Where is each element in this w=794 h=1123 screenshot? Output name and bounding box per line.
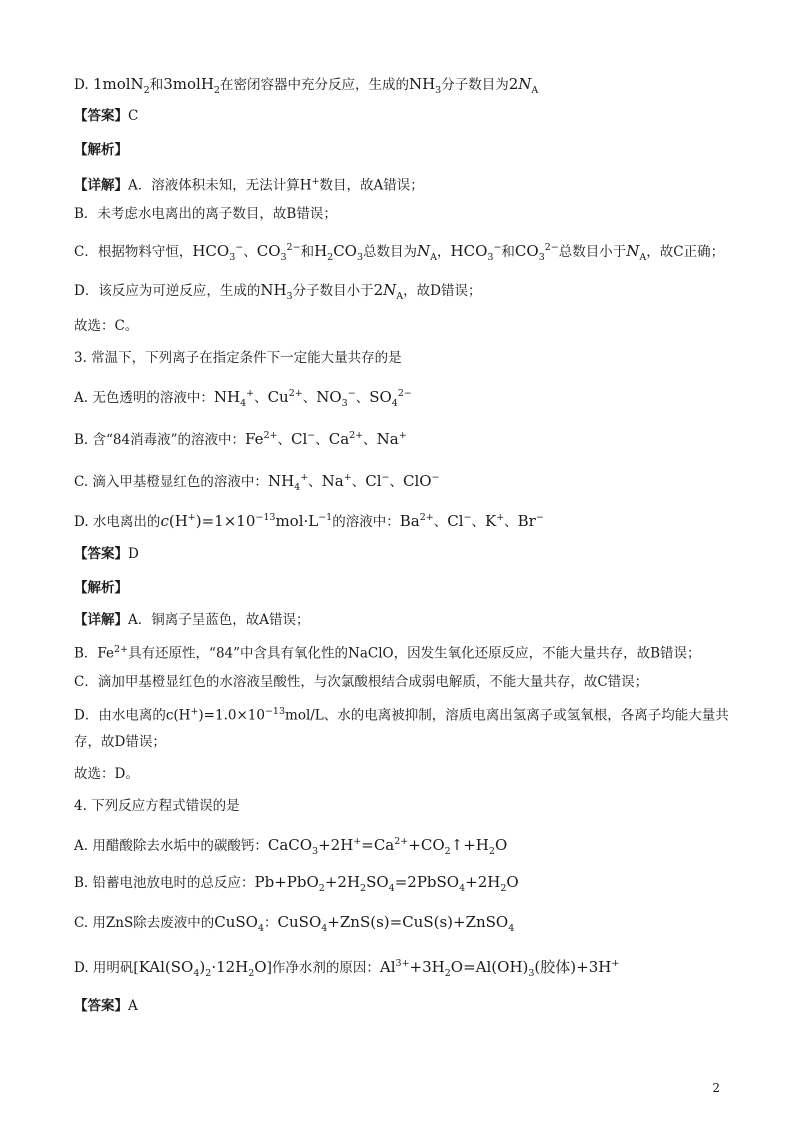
line-j3: 【解析】 bbox=[74, 580, 128, 596]
line-x3b: B．$Fe^{2+}$具有还原性，“84”中含具有氧化性的NaClO，因发生氧化还原反应，不能大量共存，故B错误； bbox=[74, 644, 701, 662]
line-x2c: C．根据物料守恒，$HCO_3^-$、$CO_3^{2-}$和$H_2CO_3$总数目为$N_A$，$HCO_3^-$和$CO_3^{2-}$总数目小于$N_A$，故C正确； bbox=[74, 242, 725, 263]
line-x3d2: 存，故D错误； bbox=[74, 734, 166, 750]
line-q2d: D. 1molN$_2$和3molH$_2$在密闭容器中充分反应，生成的$NH_3$分子数目为$2N_A$ bbox=[74, 75, 539, 96]
line-q3: 3. 常温下，下列离子在指定条件下一定能大量共存的是 bbox=[74, 350, 402, 366]
line-q3b: B. 含“84消毒液”的溶液中：$Fe^{2+}$、Cl−、$Ca^{2+}$、Na+ bbox=[74, 430, 407, 448]
line-x3c: C．滴加甲基橙显红色的水溶液呈酸性，与次氯酸根结合成弱电解质，不能大量共存，故C错误； bbox=[74, 674, 649, 690]
line-x2b: B．未考虑水电离出的离子数目，故B错误； bbox=[74, 206, 337, 222]
line-q3a: A. 无色透明的溶液中：$NH_4^+$、$Cu^{2+}$、$NO_3^-$、$SO_4^{2-}$ bbox=[74, 388, 412, 409]
line-a3: 【答案】D bbox=[74, 546, 139, 562]
line-g3: 故选：D。 bbox=[74, 766, 139, 782]
line-q4c: C. 用ZnS除去废液中的CuSO$_4$：CuSO$_4$+ZnS(s)=CuS(s)+ZnSO$_4$ bbox=[74, 913, 515, 934]
line-j2: 【解析】 bbox=[74, 142, 128, 158]
line-q3c: C. 滴入甲基橙显红色的溶液中：$NH_4^+$、Na+、Cl−、ClO− bbox=[74, 472, 440, 493]
page-number: 2 bbox=[712, 1081, 720, 1095]
line-q3d: D. 水电离出的$c(H^+)=1\times 10^{-13}mol\cdot L^{-1}$的溶液中：$Ba^{2+}$、Cl−、K+、Br− bbox=[74, 512, 544, 530]
line-a2: 【答案】C bbox=[74, 108, 139, 124]
line-a4: 【答案】A bbox=[74, 998, 138, 1014]
line-x3d1: D．由水电离的$c(H^+)=1.0\times 10^{-13}mol/L$、水的电离被抑制，溶质电离出氢离子或氢氧根，各离子均能大量共 bbox=[74, 706, 729, 724]
line-q4d: D. 用明矾$[KAl(SO_4)_2\cdot 12H_2O]$作净水剂的原因：$Al^{3+}+3H_2O=Al(OH)_3$(胶体)+3H+ bbox=[74, 958, 620, 979]
line-x2d: D．该反应为可逆反应，生成的$NH_3$分子数目小于$2N_A$，故D错误； bbox=[74, 281, 482, 302]
line-q4b: B. 铅蓄电池放电时的总反应：$Pb+PbO_2+2H_2SO_4=2PbSO_4+2H_2O$ bbox=[74, 873, 519, 894]
line-x3a: 【详解】A．铜离子呈蓝色，故A错误； bbox=[74, 612, 310, 628]
line-q4: 4. 下列反应方程式错误的是 bbox=[74, 798, 240, 814]
line-x2a: 【详解】A．溶液体积未知，无法计算H+数目，故A错误； bbox=[74, 176, 424, 194]
line-g2: 故选：C。 bbox=[74, 318, 139, 334]
line-q4a: A. 用醋酸除去水垢中的碳酸钙：$CaCO_3+2H^+=Ca^{2+}+CO_2↑+H_2O$ bbox=[74, 836, 508, 857]
